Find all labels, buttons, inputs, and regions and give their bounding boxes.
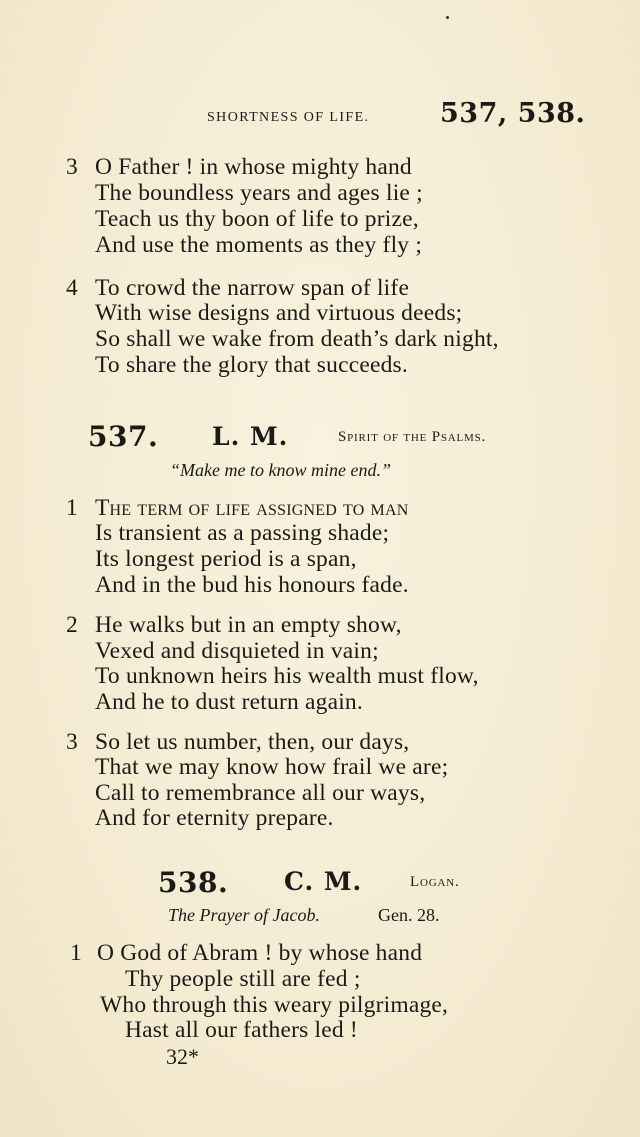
- verse-line: O God of Abram ! by whose hand: [97, 940, 423, 966]
- verse-line: O Father ! in whose mighty hand: [95, 154, 412, 180]
- running-title: SHORTNESS OF LIFE.: [207, 110, 370, 125]
- verse-line: And in the bud his honours fade.: [95, 572, 409, 598]
- signature-mark: 32*: [166, 1044, 199, 1069]
- stanza-number: 2: [66, 612, 78, 638]
- verse-line: Its longest period is a span,: [95, 546, 357, 572]
- verse-line: Vexed and disquieted in vain;: [95, 638, 379, 664]
- hymn-meter: L. M.: [212, 422, 289, 451]
- verse-line: To unknown heirs his wealth must flow,: [95, 663, 479, 689]
- stanza-number: 3: [66, 154, 78, 180]
- verse-line: To crowd the narrow span of life: [95, 275, 410, 301]
- hymn-subtitle: The Prayer of Jacob.: [168, 905, 320, 925]
- hymn-meter: C. M.: [284, 867, 363, 896]
- verse-line: And for eternity prepare.: [95, 805, 334, 831]
- header-hymn-numbers: 537, 538.: [440, 98, 586, 129]
- stanza-number: 3: [66, 729, 78, 755]
- verse-line: The term of life assigned to man: [95, 495, 409, 521]
- verse-line: Is transient as a passing shade;: [95, 520, 390, 546]
- verse-line: To share the glory that succeeds.: [95, 352, 408, 378]
- verse-line: Who through this weary pilgrimage,: [100, 992, 449, 1018]
- verse-line: And he to dust return again.: [95, 689, 363, 715]
- verse-line: Hast all our fathers led !: [125, 1017, 358, 1043]
- hymn-number: 537.: [88, 420, 159, 453]
- scripture-reference: Gen. 28.: [378, 905, 440, 925]
- verse-line: So let us number, then, our days,: [95, 729, 410, 755]
- verse-line: With wise designs and virtuous deeds;: [95, 300, 463, 326]
- hymn-attribution: Spirit of the Psalms.: [338, 429, 487, 445]
- stanza-number: 4: [66, 275, 78, 301]
- verse-line: The boundless years and ages lie ;: [95, 180, 423, 206]
- ink-speck: [446, 16, 449, 19]
- stanza-number: 1: [66, 495, 78, 521]
- hymn-subtitle: “Make me to know mine end.”: [170, 460, 391, 480]
- verse-line: Thy people still are fed ;: [125, 966, 361, 992]
- verse-line: Teach us thy boon of life to prize,: [95, 206, 419, 232]
- verse-line: So shall we wake from death’s dark night,: [95, 326, 499, 352]
- verse-line: He walks but in an empty show,: [95, 612, 402, 638]
- verse-line: Call to remembrance all our ways,: [95, 780, 426, 806]
- verse-line: That we may know how frail we are;: [95, 754, 449, 780]
- hymn-number: 538.: [158, 866, 229, 899]
- hymn-attribution: Logan.: [410, 874, 460, 890]
- verse-line: And use the moments as they fly ;: [95, 232, 423, 258]
- stanza-number: 1: [70, 940, 82, 966]
